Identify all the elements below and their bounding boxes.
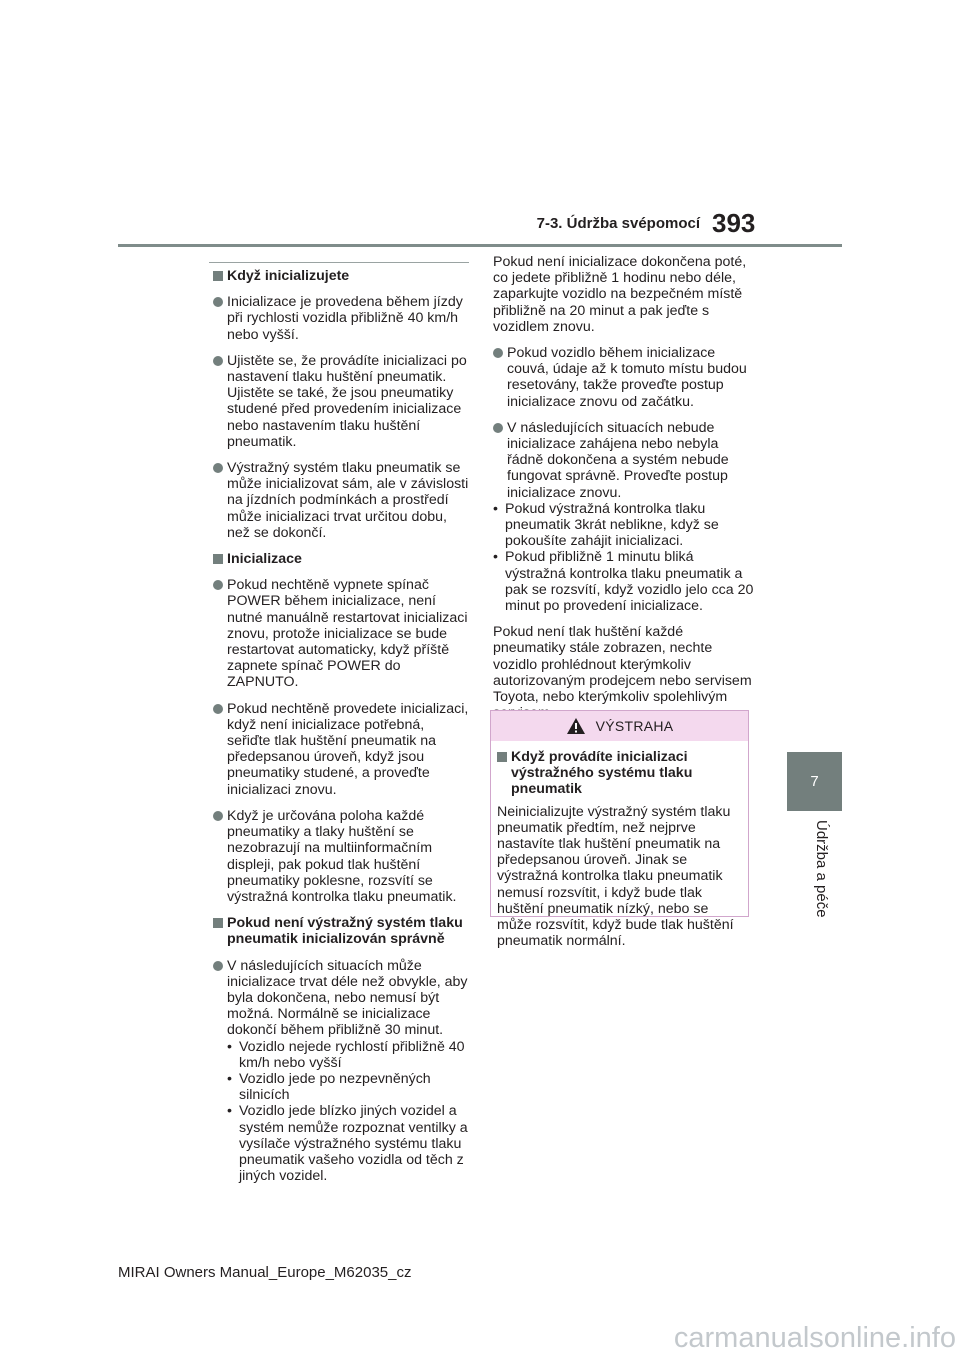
- heading-text: Inicializace: [227, 551, 302, 568]
- bullet-text: Pokud vozidlo během inicializace couvá, údaje až k tomuto místu budou resetovány, takže proveďte postup inicializace znovu od začátku.: [507, 345, 747, 410]
- circle-bullet-icon: [213, 356, 223, 366]
- section-title: 7-3. Údržba svépomocí: [536, 215, 700, 232]
- sub-item-text: Vozidlo jede blízko jiných vozidel a systém nemůže rozpoznat ventilky a vysílače výstražného systému tlaku pneumatik vašeho vozidla od těch z jiných vozidel.: [239, 1103, 468, 1185]
- section-heading: [213, 268, 469, 284]
- circle-bullet-icon: [213, 580, 223, 590]
- sub-item: [227, 1103, 469, 1184]
- right-column: [493, 254, 757, 731]
- sub-item: [493, 501, 757, 550]
- chapter-title: Údržba a péče: [813, 820, 830, 918]
- heading-text: Pokud není výstražný systém tlaku pneumatik inicializován správně: [227, 915, 463, 948]
- sub-bullet-icon: •: [493, 549, 498, 566]
- circle-bullet-icon: [493, 423, 503, 433]
- circle-bullet-icon: [213, 297, 223, 307]
- bullet-item: [493, 345, 757, 410]
- footer-text: MIRAI Owners Manual_Europe_M62035_cz: [118, 1264, 412, 1281]
- bullet-item: [213, 808, 469, 905]
- bullet-text: V následujících situacích může inicializace trvat déle než obvykle, aby byla dokončena, nebo nemusí být možná. Normálně se inicializace dokončí během přibližně 30 minut.: [227, 957, 468, 1039]
- bullet-text: Když je určována poloha každé pneumatiky a tlaky huštění se nezobrazují na multiinformačním displeji, pak pokud tlak huštění pneumatiky poklesne, rozsvítí se výstražná kontrolka tlaku pneumatik.: [227, 807, 457, 905]
- circle-bullet-icon: [213, 961, 223, 971]
- bullet-item: [493, 420, 757, 501]
- sub-bullet-icon: •: [227, 1038, 232, 1055]
- bullet-item: [213, 294, 469, 343]
- bullet-item: [213, 958, 469, 1039]
- sub-item-text: Vozidlo nejede rychlostí přibližně 40 km/h nebo vyšší: [239, 1038, 465, 1071]
- bullet-text: Pokud nechtěně provedete inicializaci, když není inicializace potřebná, seřiďte tlak huštění pneumatik na předepsanou úroveň, když jsou pneumatiky studené, a proveďte inicializaci znovu.: [227, 700, 469, 798]
- circle-bullet-icon: [213, 704, 223, 714]
- sub-bullet-icon: •: [227, 1070, 232, 1087]
- heading-text: Když provádíte inicializaci výstražného systému tlaku pneumatik: [511, 749, 693, 798]
- sub-item-text: Pokud přibližně 1 minutu bliká výstražná kontrolka tlaku pneumatik a pak se rozsvítí, když vozidlo jelo cca 20 minut po provedení inicializace.: [505, 549, 754, 615]
- bullet-text: V následujících situacích nebude inicializace zahájena nebo nebyla řádně dokončena a systém nebude fungovat správně. Proveďte postup inicializace znovu.: [507, 419, 729, 501]
- watermark[interactable]: carmanualsonline.info: [673, 1322, 956, 1354]
- page-number: 393: [712, 208, 756, 238]
- sub-item: [227, 1039, 469, 1071]
- circle-bullet-icon: [493, 348, 503, 358]
- bullet-item: [213, 353, 469, 450]
- bullet-text: Inicializace je provedena během jízdy při rychlosti vozidla přibližně 40 km/h nebo vyšší.: [227, 294, 463, 343]
- bullet-item: [213, 577, 469, 690]
- square-bullet-icon: [213, 271, 223, 281]
- sub-bullet-icon: •: [493, 500, 498, 517]
- bullet-item: [213, 701, 469, 798]
- bullet-text: Výstražný systém tlaku pneumatik se může inicializovat sám, ale v závislosti na jízdních podmínkách a prostředí může inicializaci trvat určitou dobu, než se dokončí.: [227, 460, 469, 541]
- paragraph: Pokud není inicializace dokončena poté, co jedete přibližně 1 hodinu nebo déle, zaparkujte vozidlo na bezpečném místě přibližně na 20 minut a pak jeďte s vozidlem znovu.: [493, 254, 747, 335]
- bullet-text: Pokud nechtěně vypnete spínač POWER během inicializace, není nutné manuálně restartovat inicializaci znovu, protože inicializace se bude restartovat automaticky, když příště zapnete spínač POWER do ZAPNUTO.: [227, 577, 468, 691]
- heading-text: Když inicializujete: [227, 268, 350, 284]
- sub-bullet-icon: •: [227, 1103, 232, 1120]
- warning-triangle-icon: [566, 717, 586, 735]
- circle-bullet-icon: [213, 463, 223, 473]
- sub-item: [493, 549, 757, 614]
- square-bullet-icon: [213, 554, 223, 564]
- warning-heading: [497, 749, 744, 798]
- square-bullet-icon: [213, 918, 223, 928]
- bullet-item: [213, 460, 469, 541]
- chapter-tab[interactable]: 7: [787, 752, 842, 811]
- section-heading: [213, 551, 469, 567]
- left-column: [213, 262, 469, 1184]
- section-heading: [213, 915, 469, 947]
- sub-item-text: Pokud výstražná kontrolka tlaku pneumatik 3krát neblikne, když se pokoušíte zahájit inicializaci.: [505, 500, 719, 550]
- circle-bullet-icon: [213, 811, 223, 821]
- sub-item: [227, 1071, 469, 1103]
- warning-title: VÝSTRAHA: [595, 718, 674, 734]
- header-rule: [118, 244, 842, 247]
- bullet-text: Ujistěte se, že provádíte inicializaci po nastavení tlaku huštění pneumatik. Ujistěte se také, že jsou pneumatiky studené před provedením inicializace nebo nastavením tlaku huštění pneumatik.: [227, 352, 467, 450]
- sub-item-text: Vozidlo jede po nezpevněných silnicích: [239, 1070, 431, 1104]
- paragraph: Pokud není tlak huštění každé pneumatiky stále zobrazen, nechte vozidlo prohlédnout kterýmkoliv autorizovaným prodejcem nebo servisem Toyota, nebo kterýmkoliv spolehlivým: [493, 624, 752, 706]
- warning-text: Neinicializujte výstražný systém tlaku pneumatik předtím, než nejprve nastavíte tlak huštění pneumatik na předepsanou úroveň. Jinak se výstražná kontrolka tlaku pneumatik nemusí rozsvítit, i když bude tlak huštění pneumatik nízký, nebo se může rozsvítit, když bude tlak huštění pneumatik normální.: [497, 803, 734, 950]
- square-bullet-icon: [497, 752, 507, 762]
- warning-body: [491, 741, 748, 949]
- warning-header: [491, 711, 748, 741]
- warning-box: [490, 710, 749, 950]
